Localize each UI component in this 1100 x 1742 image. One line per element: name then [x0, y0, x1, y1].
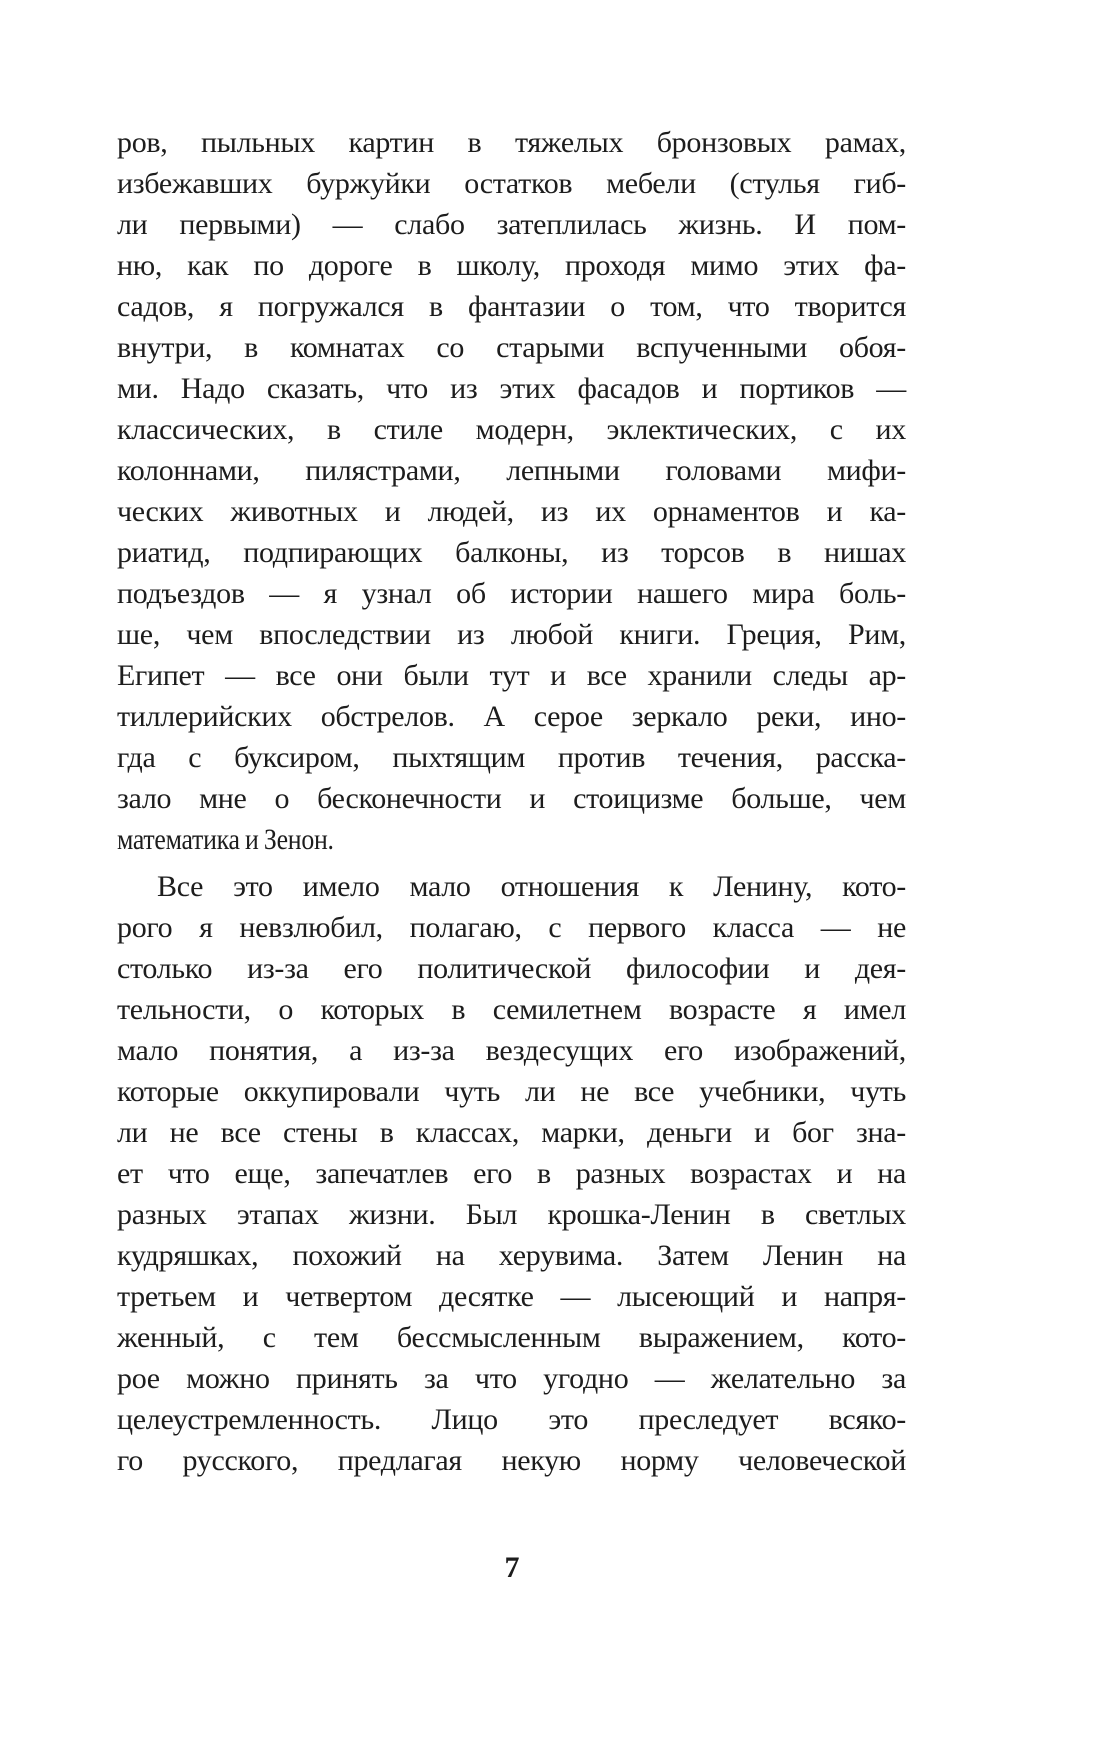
text-line: подъездов — я узнал об истории нашего мира боль- — [117, 577, 906, 610]
text-line: Египет — все они были тут и все хранили следы ар- — [117, 659, 906, 692]
text-line: столько из-за его политической философии и дея- — [117, 952, 906, 985]
text-line: ню, как по дороге в школу, проходя мимо этих фа- — [117, 249, 906, 282]
text-line: целеустремленность. Лицо это преследует всяко- — [117, 1403, 906, 1436]
text-line: ли первыми) — слабо затеплилась жизнь. И пом- — [117, 208, 906, 241]
text-line: го русского, предлагая некую норму человеческой — [117, 1444, 906, 1477]
text-line: третьем и четвертом десятке — лысеющий и напря- — [117, 1280, 906, 1313]
text-line: колоннами, пилястрами, лепными головами мифи- — [117, 454, 906, 487]
text-line: риатид, подпирающих балконы, из торсов в нишах — [117, 536, 906, 569]
text-line: которые оккупировали чуть ли не все учебники, чуть — [117, 1075, 906, 1108]
text-line: гда с буксиром, пыхтящим против течения, расска- — [117, 741, 906, 774]
text-line: разных этапах жизни. Был крошка-Ленин в светлых — [117, 1198, 906, 1231]
paragraph-1 — [117, 122, 906, 860]
text-line: ет что еще, запечатлев его в разных возрастах и на — [117, 1157, 906, 1190]
text-line: рое можно принять за что угодно — желательно за — [117, 1362, 906, 1395]
text-line: избежавших буржуйки остатков мебели (стулья гиб- — [117, 167, 906, 200]
text-line: тиллерийских обстрелов. А серое зеркало реки, ино- — [117, 700, 906, 733]
text-line: классических, в стиле модерн, эклектических, с их — [117, 413, 906, 446]
text-line: тельности, о которых в семилетнем возрасте я имел — [117, 993, 906, 1026]
text-line: Все это имело мало отношения к Ленину, кото- — [157, 870, 906, 903]
text-line: внутри, в комнатах со старыми вспученными обоя- — [117, 331, 906, 364]
text-line: ми. Надо сказать, что из этих фасадов и портиков — — [117, 372, 906, 405]
page-number: 7 — [504, 1551, 520, 1584]
text-line: зало мне о бесконечности и стоицизме больше, чем — [117, 782, 906, 815]
text-line: садов, я погружался в фантазии о том, что творится — [117, 290, 906, 323]
paragraph-2 — [117, 866, 906, 1481]
text-line: ров, пыльных картин в тяжелых бронзовых рамах, — [117, 126, 906, 159]
text-line: мало понятия, а из-за вездесущих его изображений, — [117, 1034, 906, 1067]
text-line: математика и Зенон. — [117, 823, 334, 856]
text-line: женный, с тем бессмысленным выражением, кото- — [117, 1321, 906, 1354]
text-line: ли не все стены в классах, марки, деньги и бог зна- — [117, 1116, 906, 1149]
text-line: рого я невзлюбил, полагаю, с первого класса — не — [117, 911, 906, 944]
text-line: ше, чем впоследствии из любой книги. Греция, Рим, — [117, 618, 906, 651]
text-line: ческих животных и людей, из их орнаментов и ка- — [117, 495, 906, 528]
text-line: кудряшках, похожий на херувима. Затем Ленин на — [117, 1239, 906, 1272]
